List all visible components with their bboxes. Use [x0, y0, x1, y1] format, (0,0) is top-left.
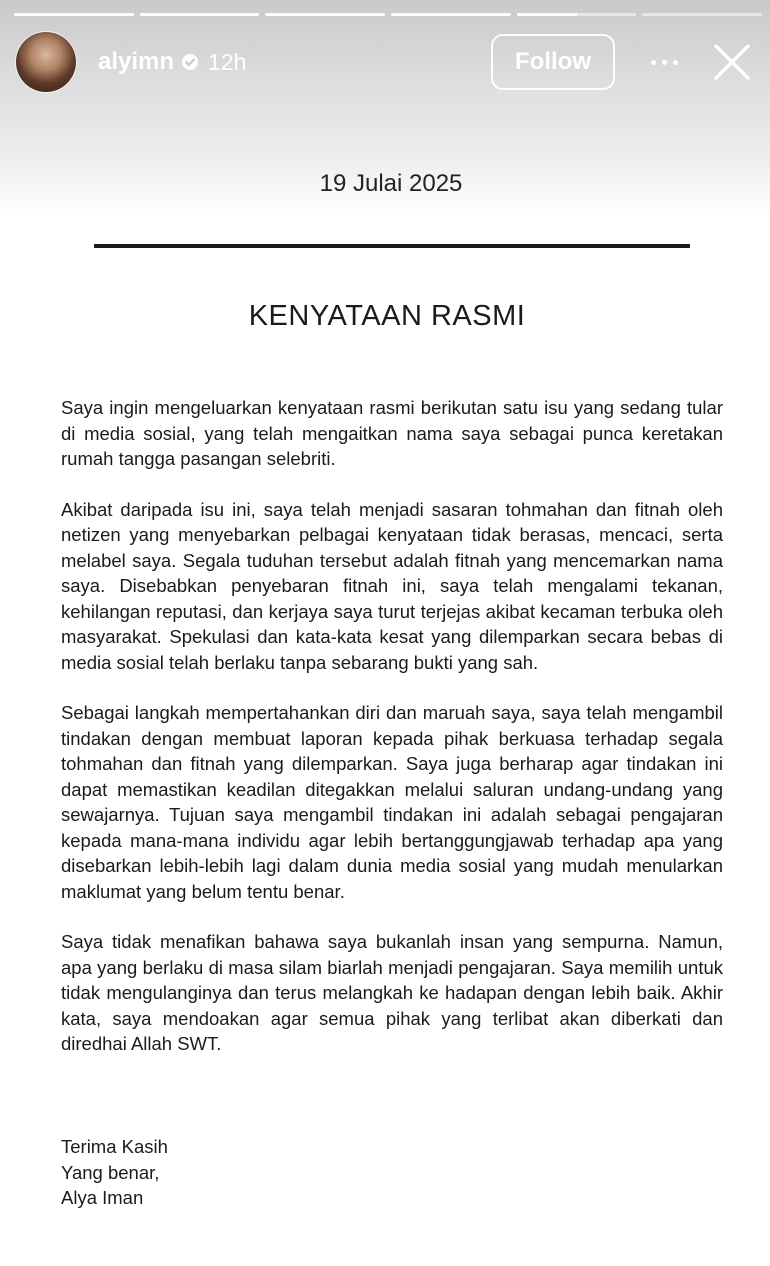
statement-paragraph: Saya ingin mengeluarkan kenyataan rasmi berikutan satu isu yang sedang tular di media sosial, yang telah mengaitkan nama saya sebagai punca keretakan rumah tangga pasangan selebriti. [61, 397, 723, 469]
progress-segment [140, 13, 260, 16]
signoff-line: Yang benar, [61, 1161, 160, 1183]
progress-fill [14, 13, 134, 16]
document-date: 19 Julai 2025 [319, 170, 463, 197]
progress-fill [517, 13, 577, 16]
dot [673, 60, 678, 65]
document-title: KENYATAAN RASMI [248, 300, 526, 332]
close-x-glyph [712, 42, 752, 82]
statement-paragraph: Akibat daripada isu ini, saya telah menjadi sasaran tohmahan dan fitnah oleh netizen yang menyebarkan pelbagai kenyataan tidak berasas, mencaci, serta melabel saya. Segala tuduhan tersebut adalah fitnah yang mencemarkan nama saya. Disebabkan penyebaran fitnah ini, saya telah mengalami tekanan, kehilangan reputasi, dan kerjaya saya turut terjejas akibat kecaman terbuka oleh masyarakat. Spekulasi dan kata-kata kesat yang dilemparkan secara bebas di media sosial telah berlaku tanpa sebarang bukti yang sah. [61, 498, 723, 673]
progress-segment [14, 13, 134, 16]
progress-segment [642, 13, 762, 16]
post-time: 12h [208, 48, 247, 75]
follow-button[interactable]: Follow [491, 34, 615, 90]
progress-fill [391, 13, 511, 16]
progress-segment [265, 13, 385, 16]
more-options-icon[interactable] [651, 60, 678, 65]
dot [651, 60, 656, 65]
close-icon[interactable] [712, 42, 752, 82]
progress-segment [391, 13, 511, 16]
closing-line: Terima Kasih [61, 1136, 168, 1157]
signature-block [61, 1134, 168, 1211]
statement-paragraph: Saya tidak menafikan bahawa saya bukanlah insan yang sempurna. Namun, apa yang berlaku di masa silam biarlah menjadi pengajaran. Saya memilih untuk tidak mengulanginya dan terus melangkah ke hadapan dengan lebih baik. Akhir kata, saya mendoakan agar semua pihak yang terlibat akan diberkati dan diredhai Allah SWT. [61, 931, 723, 1054]
statement-body [61, 395, 723, 1082]
dot [662, 60, 667, 65]
progress-segment [517, 13, 637, 16]
verified-badge-icon [182, 54, 198, 70]
signature-name: Alya Iman [61, 1187, 144, 1208]
story-progress-bar [14, 13, 762, 17]
username[interactable]: alyimn [98, 48, 175, 75]
progress-fill [265, 13, 385, 16]
avatar[interactable] [16, 32, 76, 92]
divider-line [94, 244, 690, 248]
story-header [16, 30, 754, 94]
checkmark-icon [182, 54, 198, 70]
statement-paragraph: Sebagai langkah mempertahankan diri dan maruah saya, saya telah mengambil tindakan dengan membuat laporan kepada pihak berkuasa terhadap segala tohmahan dan fitnah yang dilemparkan. Saya juga berharap agar tindakan ini dapat memastikan keadilan ditegakkan melalui saluran undang-undang yang sewajarnya. Tujuan saya mengambil tindakan ini adalah sebagai pengajaran kepada mana-mana individu agar lebih bertanggungjawab terhadap apa yang disebarkan lebih-lebih lagi dalam dunia media sosial yang mudah menularkan maklumat yang belum tentu benar. [61, 702, 723, 902]
progress-fill [140, 13, 260, 16]
